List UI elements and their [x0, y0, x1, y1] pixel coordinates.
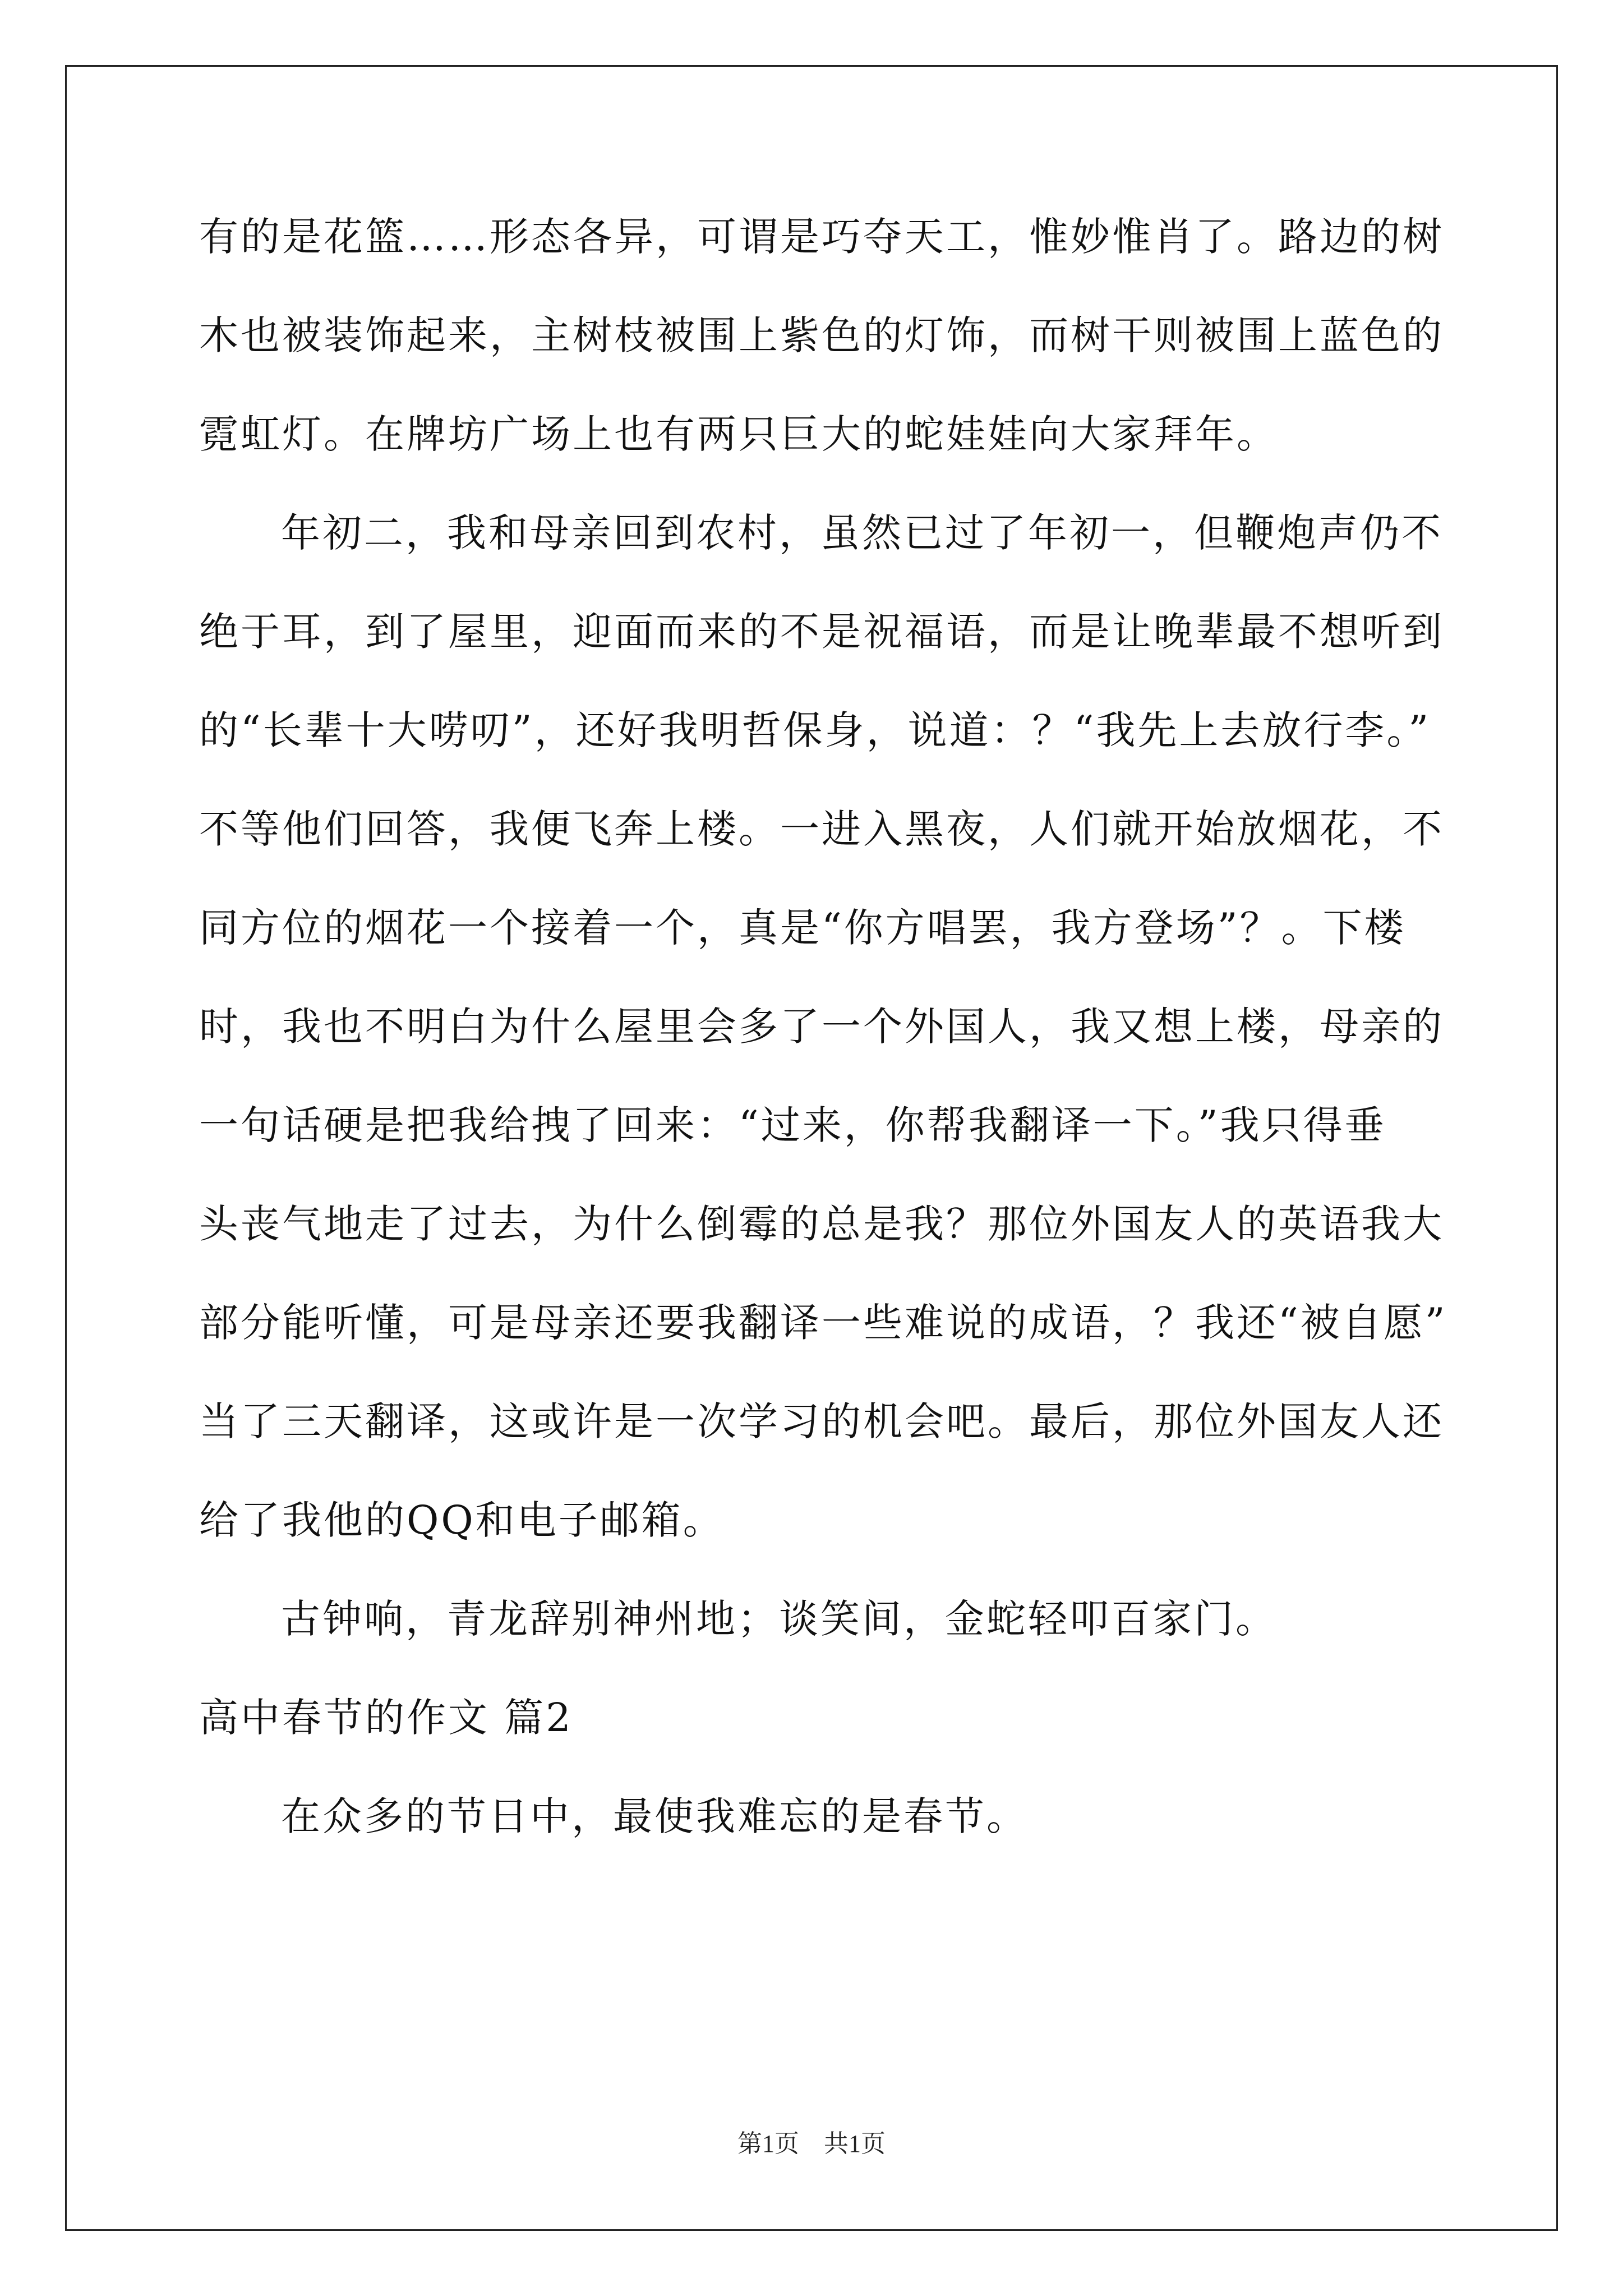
text-line: 给了我他的QQ和电子邮箱。: [199, 1497, 725, 1543]
section-heading: 高中春节的作文 篇2: [199, 1695, 573, 1741]
text-line: 霓虹灯。在牌坊广场上也有两只巨大的蛇娃娃向大家拜年。: [199, 411, 1278, 457]
page-footer: 第1页 共1页: [737, 2130, 886, 2157]
text-line: 绝于耳，到了屋里，迎面而来的不是祝福语，而是让晚辈最不想听到: [199, 609, 1444, 655]
text-line: 不等他们回答，我便飞奔上楼。一进入黑夜，人们就开始放烟花，不: [199, 806, 1444, 852]
paragraph-first-line: 在众多的节日中，最使我难忘的是春节。: [281, 1793, 1028, 1839]
text-line: 同方位的烟花一个接着一个，真是“你方唱罢，我方登场”？。下楼: [199, 905, 1406, 951]
text-line: 当了三天翻译，这或许是一次学习的机会吧。最后，那位外国友人还: [199, 1398, 1444, 1444]
paragraph-first-line: 年初二，我和母亲回到农村，虽然已过了年初一，但鞭炮声仍不: [281, 510, 1443, 556]
text-line: 头丧气地走了过去，为什么倒霉的总是我？那位外国友人的英语我大: [199, 1201, 1444, 1247]
text-line: 部分能听懂，可是母亲还要我翻译一些难说的成语，？我还“被自愿”: [199, 1300, 1447, 1346]
text-line: 木也被装饰起来，主树枝被围上紫色的灯饰，而树干则被围上蓝色的: [199, 312, 1444, 358]
text-line: 的“长辈十大唠叨”，还好我明哲保身，说道：？“我先上去放行李。”: [199, 707, 1431, 753]
paragraph-first-line: 古钟响，青龙辞别神州地；谈笑间，金蛇轻叩百家门。: [281, 1596, 1277, 1642]
text-line: 一句话硬是把我给拽了回来：“过来，你帮我翻译一下。”我只得垂: [199, 1102, 1386, 1148]
text-line: 有的是花篮……形态各异，可谓是巧夺天工，惟妙惟肖了。路边的树: [199, 214, 1444, 260]
text-line: 时，我也不明白为什么屋里会多了一个外国人，我又想上楼，母亲的: [199, 1004, 1444, 1050]
